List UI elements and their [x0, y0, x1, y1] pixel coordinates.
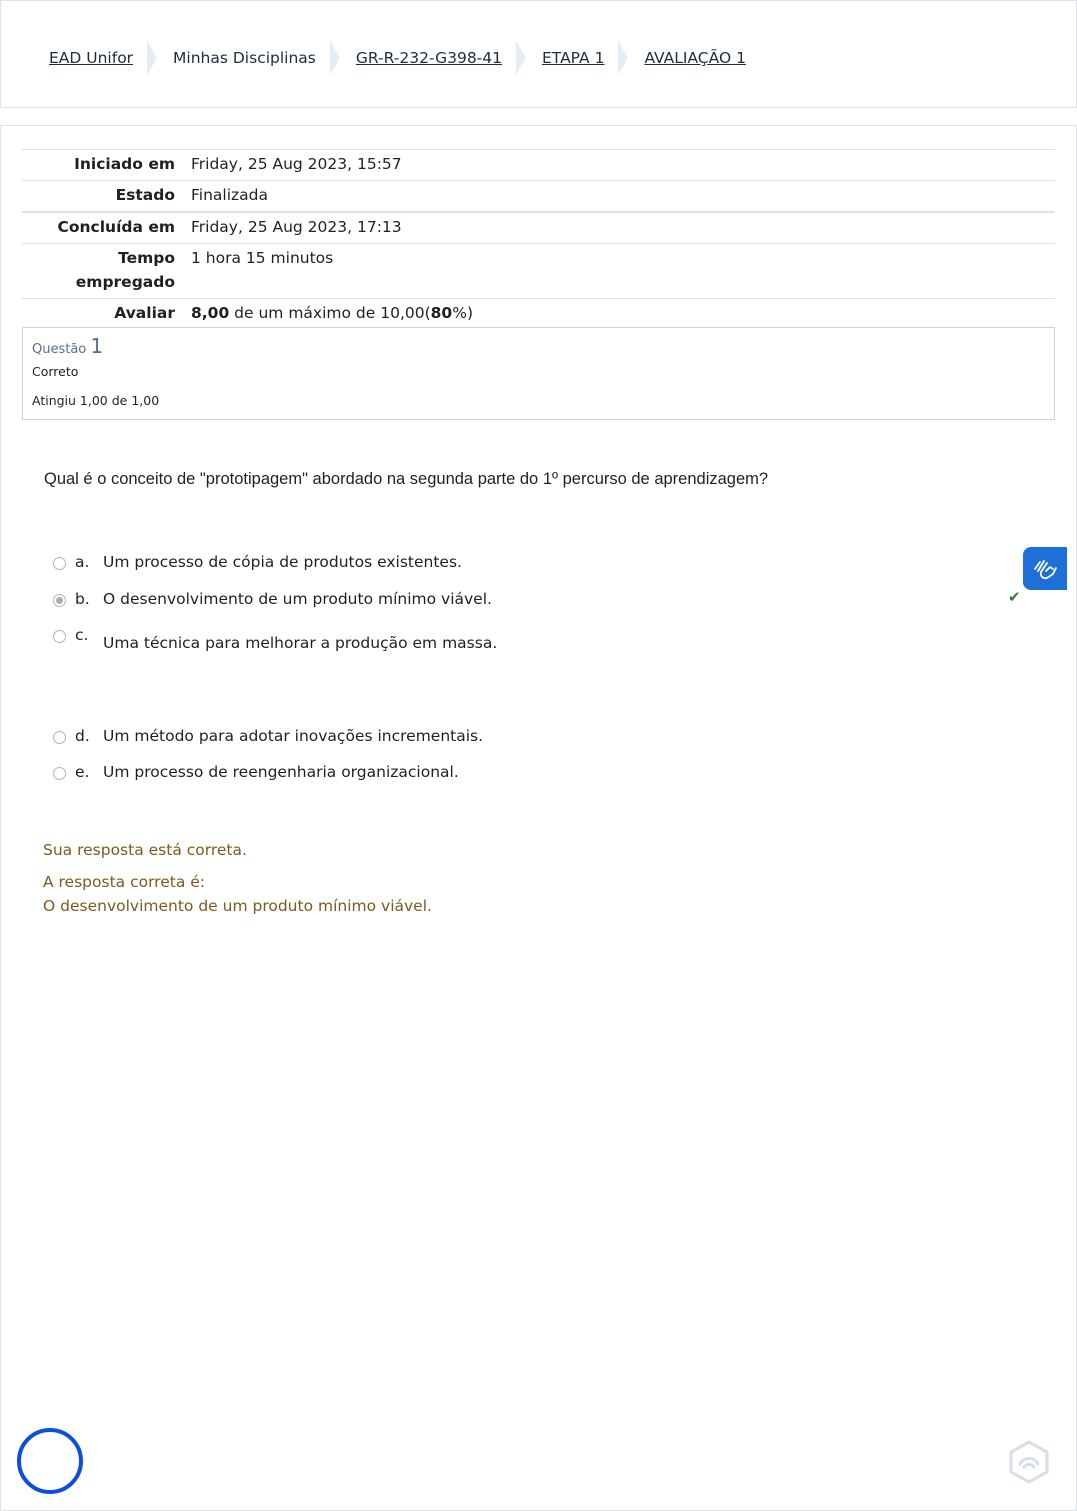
breadcrumb-separator-icon [330, 41, 340, 75]
breadcrumb-separator-icon [618, 41, 628, 75]
hand-sign-language-glyph [1032, 557, 1058, 581]
summary-row-started [22, 149, 1055, 180]
radio-c[interactable] [53, 630, 66, 643]
started-label: Iniciado em [74, 155, 175, 173]
option-letter: b. [75, 590, 90, 608]
answer-option-e[interactable] [53, 763, 459, 781]
question-text: Qual é o conceito de "prototipagem" abordado na segunda parte do 1º percurso de aprendizagem? [44, 470, 769, 488]
breadcrumb-minhas-disciplinas: Minhas Disciplinas [173, 49, 316, 67]
time-label-line2: empregado [75, 273, 175, 291]
answer-option-b[interactable] [53, 590, 492, 608]
breadcrumb-ead-unifor[interactable]: EAD Unifor [49, 49, 134, 67]
completed-value: Friday, 25 Aug 2023, 17:13 [191, 218, 402, 236]
option-text: Um processo de cópia de produtos existentes. [103, 553, 462, 571]
feedback-result: Sua resposta está correta. [43, 841, 247, 859]
question-info-box [22, 327, 1055, 420]
started-value: Friday, 25 Aug 2023, 15:57 [191, 155, 402, 173]
breadcrumb-separator-icon [516, 41, 526, 75]
option-text: Um processo de reengenharia organizacional. [103, 763, 459, 781]
question-state: Correto [32, 364, 79, 379]
summary-row-state [22, 180, 1055, 211]
answer-option-a[interactable] [53, 553, 462, 571]
question-number [32, 334, 103, 358]
correct-answer-label: A resposta correta é: [43, 873, 206, 891]
radio-e[interactable] [53, 767, 66, 780]
answer-option-d[interactable] [53, 727, 483, 745]
grade-mid: de um máximo de 10,00( [229, 304, 431, 322]
question-grade: Atingiu 1,00 de 1,00 [32, 393, 160, 408]
state-value: Finalizada [191, 186, 269, 204]
option-text: Um método para adotar inovações incrementais. [103, 727, 484, 745]
attempt-summary-table [22, 149, 1055, 329]
option-letter: a. [75, 553, 90, 571]
option-letter: c. [75, 626, 89, 644]
radio-d[interactable] [53, 731, 66, 744]
breadcrumb-course[interactable]: GR-R-232-G398-41 [355, 49, 503, 67]
help-circle-icon[interactable] [17, 1428, 83, 1494]
breadcrumb-etapa[interactable]: ETAPA 1 [542, 49, 605, 67]
question-label: Questão [32, 342, 87, 357]
grade-end: %) [452, 304, 473, 322]
answer-option-c[interactable] [53, 626, 497, 652]
correct-answer-text: O desenvolvimento de um produto mínimo viável. [43, 897, 432, 915]
grade-value [175, 299, 473, 329]
option-letter: e. [75, 763, 90, 781]
grade-label: Avaliar [114, 304, 175, 322]
watermark-logo-icon [1007, 1440, 1051, 1484]
hand-sign-language-icon[interactable] [1023, 547, 1067, 590]
time-value: 1 hora 15 minutos [191, 249, 334, 267]
check-icon: ✔ [1008, 588, 1021, 606]
summary-row-grade [22, 298, 1055, 329]
grade-percent: 80 [430, 304, 453, 322]
question-number-value: 1 [90, 334, 104, 358]
option-text: O desenvolvimento de um produto mínimo viável. [103, 590, 492, 608]
summary-row-completed [22, 211, 1055, 243]
radio-a[interactable] [53, 557, 66, 570]
breadcrumb-bar [0, 0, 1077, 108]
breadcrumb-avaliacao[interactable]: AVALIAÇÃO 1 [644, 49, 746, 67]
completed-label: Concluída em [57, 218, 175, 236]
summary-row-time [22, 243, 1055, 298]
breadcrumb-separator-icon [147, 41, 157, 75]
time-label [22, 244, 175, 298]
time-label-line1: Tempo [118, 249, 175, 267]
grade-score: 8,00 [191, 304, 230, 322]
option-letter: d. [75, 727, 90, 745]
state-label: Estado [115, 186, 175, 204]
breadcrumb [49, 41, 746, 75]
option-text: Uma técnica para melhorar a produção em massa. [103, 634, 498, 652]
radio-b[interactable] [53, 594, 66, 607]
